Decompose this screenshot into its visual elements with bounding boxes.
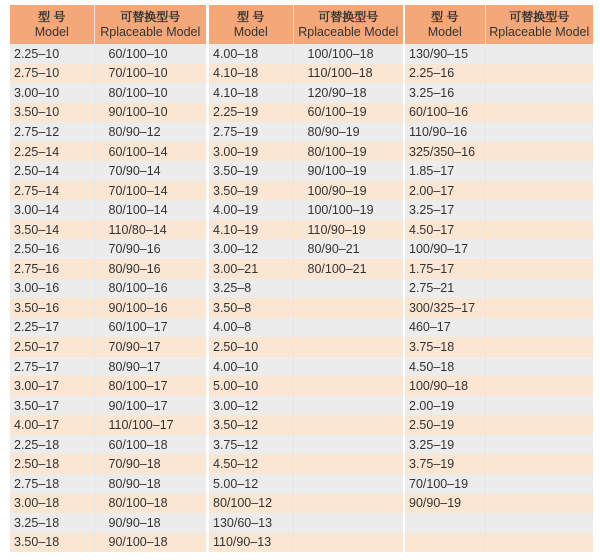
replaceable-model-cell bbox=[485, 318, 593, 338]
model-cell: 110/90–13 bbox=[209, 533, 293, 553]
model-cell: 4.00–18 bbox=[209, 44, 293, 64]
table-row bbox=[405, 83, 593, 103]
table-row bbox=[209, 357, 403, 377]
table-row bbox=[405, 259, 593, 279]
model-cell: 2.75–12 bbox=[10, 122, 94, 142]
replaceable-model-cell bbox=[485, 376, 593, 396]
model-cell: 3.50–14 bbox=[10, 220, 94, 240]
table-row bbox=[10, 220, 206, 240]
replaceable-model-cell: 90/100–19 bbox=[293, 161, 403, 181]
model-cell: 80/100–12 bbox=[209, 494, 293, 514]
model-cell: 2.75–21 bbox=[405, 279, 485, 299]
model-cell: 2.75–18 bbox=[10, 474, 94, 494]
table-row bbox=[209, 44, 403, 64]
replaceable-model-cell: 70/100–10 bbox=[94, 64, 206, 84]
replaceable-model-cell bbox=[293, 513, 403, 533]
table-row bbox=[209, 239, 403, 259]
model-cell: 3.00–18 bbox=[10, 494, 94, 514]
replaceable-model-cell: 60/100–18 bbox=[94, 435, 206, 455]
model-cell: 3.00–14 bbox=[10, 200, 94, 220]
table-row bbox=[10, 357, 206, 377]
replaceable-model-cell: 60/100–14 bbox=[94, 142, 206, 162]
model-cell: 3.50–10 bbox=[10, 103, 94, 123]
table-row bbox=[10, 474, 206, 494]
replaceable-model-cell: 80/100–21 bbox=[293, 259, 403, 279]
replaceable-model-cell: 110/100–18 bbox=[293, 64, 403, 84]
replaceable-header-en: Rplaceable Model bbox=[298, 24, 399, 39]
table-row bbox=[405, 239, 593, 259]
replaceable-model-cell: 80/100–17 bbox=[94, 376, 206, 396]
model-cell: 110/90–16 bbox=[405, 122, 485, 142]
model-cell: 2.25–19 bbox=[209, 103, 293, 123]
table-row bbox=[405, 533, 593, 553]
table-row bbox=[405, 279, 593, 299]
table-row bbox=[405, 454, 593, 474]
table-row bbox=[10, 376, 206, 396]
replaceable-model-cell bbox=[485, 122, 593, 142]
model-cell: 130/60–13 bbox=[209, 513, 293, 533]
replaceable-model-cell bbox=[293, 435, 403, 455]
replaceable-model-cell bbox=[485, 513, 593, 533]
table-row bbox=[209, 142, 403, 162]
model-cell: 3.50–19 bbox=[209, 181, 293, 201]
table-row bbox=[209, 396, 403, 416]
table-row bbox=[405, 181, 593, 201]
replaceable-model-cell bbox=[485, 259, 593, 279]
model-cell: 60/100–16 bbox=[405, 103, 485, 123]
model-cell: 3.75–19 bbox=[405, 454, 485, 474]
table-row bbox=[405, 142, 593, 162]
table-row bbox=[10, 200, 206, 220]
model-cell: 5.00–10 bbox=[209, 376, 293, 396]
table-row bbox=[405, 200, 593, 220]
model-cell: 3.50–18 bbox=[10, 533, 94, 553]
model-cell: 3.00–12 bbox=[209, 396, 293, 416]
replaceable-model-cell: 90/100–16 bbox=[94, 298, 206, 318]
model-header-en: Model bbox=[34, 24, 69, 39]
replaceable-model-cell: 80/100–19 bbox=[293, 142, 403, 162]
table-row bbox=[10, 396, 206, 416]
model-cell bbox=[405, 513, 485, 533]
table-header bbox=[10, 5, 206, 44]
replaceable-model-cell: 100/100–19 bbox=[293, 200, 403, 220]
model-cell: 3.25–16 bbox=[405, 83, 485, 103]
table-row bbox=[209, 161, 403, 181]
table-row bbox=[405, 161, 593, 181]
table-row bbox=[209, 533, 403, 553]
model-cell: 3.25–19 bbox=[405, 435, 485, 455]
table-row bbox=[10, 415, 206, 435]
model-cell: 2.00–19 bbox=[405, 396, 485, 416]
table-row bbox=[209, 318, 403, 338]
replaceable-model-cell: 70/90–16 bbox=[94, 239, 206, 259]
table-row bbox=[10, 122, 206, 142]
replaceable-model-cell: 110/90–19 bbox=[293, 220, 403, 240]
replaceable-model-cell: 120/90–18 bbox=[293, 83, 403, 103]
model-cell: 2.25–10 bbox=[10, 44, 94, 64]
table-row bbox=[10, 142, 206, 162]
model-cell: 2.75–19 bbox=[209, 122, 293, 142]
table-row bbox=[405, 396, 593, 416]
replaceable-model-cell: 80/90–19 bbox=[293, 122, 403, 142]
table-row bbox=[209, 122, 403, 142]
model-column-header bbox=[209, 5, 293, 44]
table-row bbox=[10, 513, 206, 533]
table-header bbox=[405, 5, 593, 44]
replaceable-model-cell: 80/100–16 bbox=[94, 279, 206, 299]
replaceable-header-en: Rplaceable Model bbox=[100, 24, 201, 39]
replaceable-model-cell bbox=[485, 142, 593, 162]
table-row bbox=[405, 44, 593, 64]
model-cell: 90/90–19 bbox=[405, 494, 485, 514]
replaceable-model-cell: 80/90–18 bbox=[94, 474, 206, 494]
model-cell: 3.50–16 bbox=[10, 298, 94, 318]
table-row bbox=[209, 513, 403, 533]
model-cell: 3.50–12 bbox=[209, 415, 293, 435]
replaceable-model-cell bbox=[485, 161, 593, 181]
table-row bbox=[209, 454, 403, 474]
table-row bbox=[10, 533, 206, 553]
table-row bbox=[209, 376, 403, 396]
model-cell: 460–17 bbox=[405, 318, 485, 338]
model-cell: 2.50–18 bbox=[10, 454, 94, 474]
table-row bbox=[10, 435, 206, 455]
replaceable-model-cell bbox=[485, 298, 593, 318]
table-row bbox=[209, 181, 403, 201]
table-row bbox=[405, 415, 593, 435]
table-row bbox=[405, 357, 593, 377]
model-cell: 3.50–17 bbox=[10, 396, 94, 416]
replaceable-model-cell: 80/100–14 bbox=[94, 200, 206, 220]
model-cell: 3.00–19 bbox=[209, 142, 293, 162]
replaceable-model-cell bbox=[293, 415, 403, 435]
model-cell: 4.00–10 bbox=[209, 357, 293, 377]
model-cell: 1.75–17 bbox=[405, 259, 485, 279]
model-cell: 3.25–8 bbox=[209, 279, 293, 299]
replaceable-model-cell bbox=[485, 181, 593, 201]
model-cell: 2.75–14 bbox=[10, 181, 94, 201]
table-row bbox=[209, 83, 403, 103]
model-cell: 70/100–19 bbox=[405, 474, 485, 494]
replaceable-model-cell bbox=[485, 533, 593, 553]
model-cell: 1.85–17 bbox=[405, 161, 485, 181]
replaceable-model-cell: 80/90–12 bbox=[94, 122, 206, 142]
table-row bbox=[209, 103, 403, 123]
model-cell: 3.00–10 bbox=[10, 83, 94, 103]
model-cell: 4.50–12 bbox=[209, 454, 293, 474]
table-row bbox=[10, 494, 206, 514]
model-header-cn: 型 号 bbox=[431, 9, 459, 24]
replaceable-model-cell: 110/80–14 bbox=[94, 220, 206, 240]
model-header-en: Model bbox=[427, 24, 462, 39]
table-row bbox=[209, 415, 403, 435]
table-row bbox=[10, 318, 206, 338]
model-table-2 bbox=[209, 5, 403, 552]
model-table-3 bbox=[405, 5, 593, 552]
model-cell: 3.75–18 bbox=[405, 337, 485, 357]
model-cell: 100/90–17 bbox=[405, 239, 485, 259]
model-cell: 4.00–8 bbox=[209, 318, 293, 338]
table-row bbox=[405, 220, 593, 240]
model-cell: 2.75–16 bbox=[10, 259, 94, 279]
replaceable-model-cell bbox=[485, 474, 593, 494]
model-cell: 2.50–10 bbox=[209, 337, 293, 357]
replaceable-model-cell: 80/100–18 bbox=[94, 494, 206, 514]
model-cell: 130/90–15 bbox=[405, 44, 485, 64]
replaceable-model-cell bbox=[293, 494, 403, 514]
replaceable-model-cell bbox=[293, 298, 403, 318]
replaceable-model-cell bbox=[485, 220, 593, 240]
model-cell: 2.50–16 bbox=[10, 239, 94, 259]
table-row bbox=[405, 474, 593, 494]
replaceable-model-cell: 90/100–10 bbox=[94, 103, 206, 123]
table-row bbox=[10, 279, 206, 299]
model-cell: 100/90–18 bbox=[405, 376, 485, 396]
replaceable-model-cell bbox=[485, 64, 593, 84]
replaceable-model-cell: 60/100–17 bbox=[94, 318, 206, 338]
table-row bbox=[10, 44, 206, 64]
model-cell: 3.00–21 bbox=[209, 259, 293, 279]
model-cell: 2.25–16 bbox=[405, 64, 485, 84]
replaceable-model-cell bbox=[485, 83, 593, 103]
model-cell: 325/350–16 bbox=[405, 142, 485, 162]
replaceable-model-cell bbox=[485, 494, 593, 514]
model-cell: 4.10–18 bbox=[209, 64, 293, 84]
table-row bbox=[10, 181, 206, 201]
table-row bbox=[10, 103, 206, 123]
replaceable-model-cell bbox=[485, 337, 593, 357]
replaceable-model-cell bbox=[485, 357, 593, 377]
replaceable-model-cell bbox=[485, 103, 593, 123]
table-row bbox=[10, 337, 206, 357]
replaceable-model-cell: 110/100–17 bbox=[94, 415, 206, 435]
table-header bbox=[209, 5, 403, 44]
model-cell: 3.50–8 bbox=[209, 298, 293, 318]
replaceable-model-cell bbox=[293, 376, 403, 396]
table-row bbox=[10, 298, 206, 318]
table-row bbox=[209, 474, 403, 494]
replaceable-model-cell: 80/90–17 bbox=[94, 357, 206, 377]
table-row bbox=[405, 103, 593, 123]
replaceable-model-cell: 60/100–10 bbox=[94, 44, 206, 64]
replaceable-model-cell: 70/100–14 bbox=[94, 181, 206, 201]
model-cell: 3.00–17 bbox=[10, 376, 94, 396]
replaceable-model-cell bbox=[485, 435, 593, 455]
replaceable-model-cell bbox=[485, 454, 593, 474]
model-cell: 2.25–14 bbox=[10, 142, 94, 162]
model-cell: 4.10–19 bbox=[209, 220, 293, 240]
replaceable-column-header bbox=[485, 5, 593, 44]
table-row bbox=[405, 494, 593, 514]
replaceable-model-cell bbox=[485, 44, 593, 64]
table-row bbox=[209, 337, 403, 357]
replaceable-model-cell: 60/100–19 bbox=[293, 103, 403, 123]
model-header-cn: 型 号 bbox=[38, 9, 66, 24]
replaceable-header-en: Rplaceable Model bbox=[489, 24, 590, 39]
replaceable-model-cell bbox=[485, 279, 593, 299]
table-row bbox=[209, 64, 403, 84]
replaceable-header-cn: 可替换型号 bbox=[509, 9, 570, 24]
model-cell: 4.00–19 bbox=[209, 200, 293, 220]
table-row bbox=[209, 435, 403, 455]
replaceable-model-cell bbox=[293, 474, 403, 494]
model-cell: 2.25–18 bbox=[10, 435, 94, 455]
table-row bbox=[405, 435, 593, 455]
model-column-header bbox=[405, 5, 485, 44]
model-header-cn: 型 号 bbox=[237, 9, 265, 24]
replaceable-model-cell: 100/100–18 bbox=[293, 44, 403, 64]
table-row bbox=[405, 298, 593, 318]
replaceable-model-cell bbox=[293, 318, 403, 338]
model-cell: 4.10–18 bbox=[209, 83, 293, 103]
replaceable-model-cell bbox=[293, 357, 403, 377]
replaceable-model-cell bbox=[293, 533, 403, 553]
model-cell: 4.00–17 bbox=[10, 415, 94, 435]
table-row bbox=[209, 259, 403, 279]
model-header-en: Model bbox=[233, 24, 268, 39]
model-cell: 300/325–17 bbox=[405, 298, 485, 318]
model-cell: 2.75–10 bbox=[10, 64, 94, 84]
table-row bbox=[209, 200, 403, 220]
model-cell: 2.00–17 bbox=[405, 181, 485, 201]
table-row bbox=[405, 318, 593, 338]
replaceable-model-cell: 90/100–17 bbox=[94, 396, 206, 416]
model-table-1 bbox=[10, 5, 206, 552]
replaceable-model-cell: 70/90–14 bbox=[94, 161, 206, 181]
replaceable-model-cell: 80/100–10 bbox=[94, 83, 206, 103]
replaceable-column-header bbox=[94, 5, 206, 44]
replaceable-column-header bbox=[293, 5, 403, 44]
table-row bbox=[10, 161, 206, 181]
replaceable-model-cell bbox=[293, 279, 403, 299]
replaceable-model-cell: 90/100–18 bbox=[94, 533, 206, 553]
replaceable-model-cell bbox=[485, 415, 593, 435]
replaceable-model-cell: 70/90–18 bbox=[94, 454, 206, 474]
table-row bbox=[10, 239, 206, 259]
replaceable-model-cell: 100/90–19 bbox=[293, 181, 403, 201]
replaceable-model-cell: 90/90–18 bbox=[94, 513, 206, 533]
replaceable-model-cell bbox=[485, 239, 593, 259]
model-column-header bbox=[10, 5, 94, 44]
table-row bbox=[10, 259, 206, 279]
model-cell: 3.75–12 bbox=[209, 435, 293, 455]
replaceable-model-cell: 80/90–16 bbox=[94, 259, 206, 279]
replaceable-header-cn: 可替换型号 bbox=[318, 9, 379, 24]
model-cell: 3.00–12 bbox=[209, 239, 293, 259]
model-cell: 2.75–17 bbox=[10, 357, 94, 377]
replaceable-model-cell bbox=[293, 396, 403, 416]
table-row bbox=[405, 64, 593, 84]
replaceable-model-cell bbox=[293, 454, 403, 474]
table-row bbox=[10, 454, 206, 474]
model-cell: 3.00–16 bbox=[10, 279, 94, 299]
table-row bbox=[405, 376, 593, 396]
replaceable-model-cell bbox=[293, 337, 403, 357]
model-cell: 3.25–18 bbox=[10, 513, 94, 533]
model-cell: 3.25–17 bbox=[405, 200, 485, 220]
table-row bbox=[405, 513, 593, 533]
table-row bbox=[10, 64, 206, 84]
table-row bbox=[209, 494, 403, 514]
replaceable-model-cell bbox=[485, 396, 593, 416]
table-row bbox=[405, 337, 593, 357]
model-cell: 2.50–14 bbox=[10, 161, 94, 181]
table-row bbox=[10, 83, 206, 103]
model-cell: 2.50–17 bbox=[10, 337, 94, 357]
model-cell: 2.50–19 bbox=[405, 415, 485, 435]
replaceable-model-cell: 80/90–21 bbox=[293, 239, 403, 259]
model-cell: 4.50–17 bbox=[405, 220, 485, 240]
table-row bbox=[209, 220, 403, 240]
model-cell: 3.50–19 bbox=[209, 161, 293, 181]
table-row bbox=[209, 279, 403, 299]
table-row bbox=[209, 298, 403, 318]
replaceable-model-cell: 70/90–17 bbox=[94, 337, 206, 357]
replaceable-model-cell bbox=[485, 200, 593, 220]
table-row bbox=[405, 122, 593, 142]
model-cell: 2.25–17 bbox=[10, 318, 94, 338]
model-cell bbox=[405, 533, 485, 553]
model-cell: 5.00–12 bbox=[209, 474, 293, 494]
model-cell: 4.50–18 bbox=[405, 357, 485, 377]
replaceable-header-cn: 可替换型号 bbox=[120, 9, 181, 24]
